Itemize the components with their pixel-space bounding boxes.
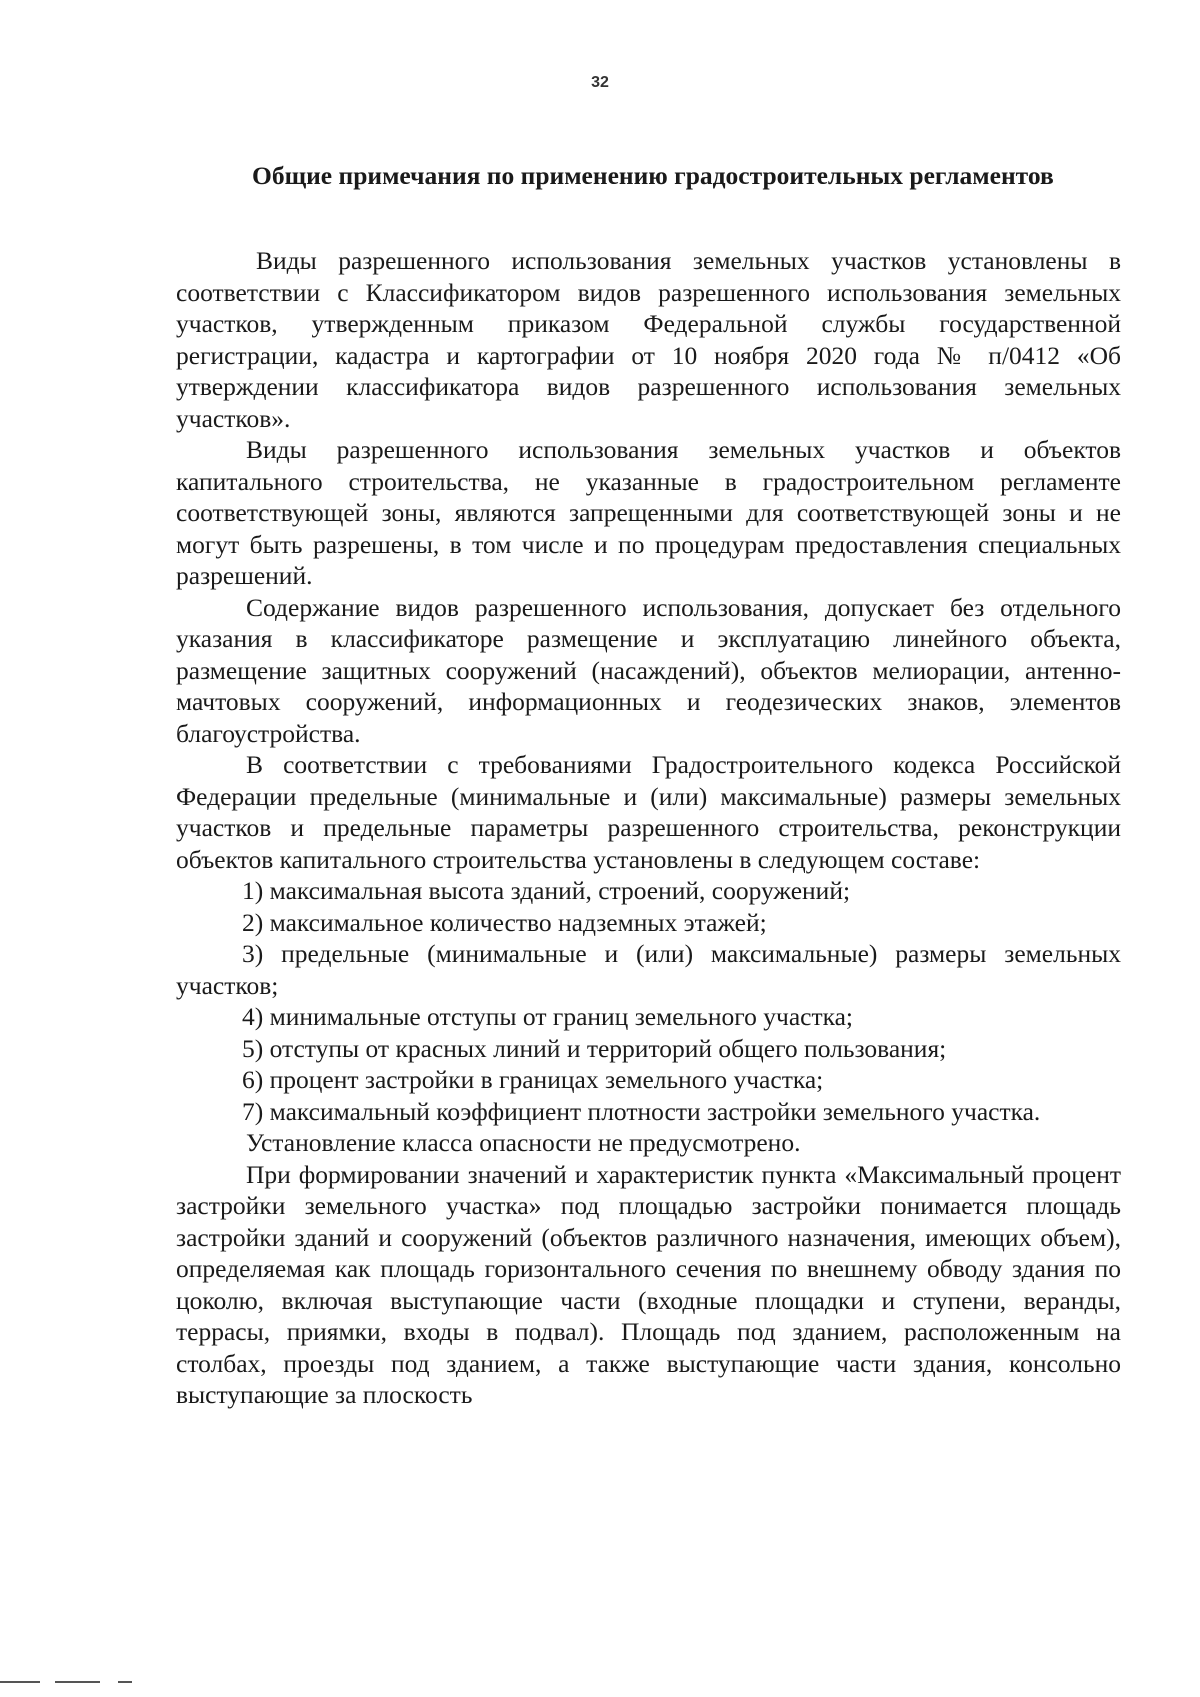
- paragraph-building-area: При формировании значений и характеристик пункта «Максимальный процент застройки земельного участка» под площадью застройки понимается площадь застройки зданий и сооружений (объектов различного назначения, имеющих объем), определяемая как площадь горизонтального сечения по внешнему обводу здания по цоколю, включая выступающие части (входные площадки и ступени, веранды, террасы, приямки, входы в подвал). Площадь под зданием, расположенным на столбах, проезды под зданием, а также выступающие части здания, консольно выступающие за плоскость: [176, 1159, 1121, 1409]
- page-number: 32: [591, 74, 609, 91]
- paragraph-2: Виды разрешенного использования земельных участков и объектов капитального строительства, не указанные в градостроительном регламенте соответствующей зоны, являются запрещенными для соответствующей зоны и не могут быть разрешены, в том числе и по процедурам предоставления специальных разрешений.: [176, 435, 1121, 590]
- scan-edge-mark: [118, 1681, 132, 1683]
- paragraph-3: Содержание видов разрешенного использования, допускает без отдельного указания в классификаторе размещение и эксплуатацию линейного объекта, размещение защитных сооружений (насаждений), объектов мелиорации, антенно-мачтовых сооружений, информационных и геодезических знаков, элементов благоустройства.: [176, 592, 1121, 748]
- list-item: 1) максимальная высота зданий, строений, сооружений;: [242, 876, 851, 905]
- scan-edge-mark: [55, 1681, 100, 1683]
- list-item: 3) предельные (минимальные и (или) максимальные) размеры земельных участков;: [176, 939, 1121, 1000]
- paragraph-hazard-class: Установление класса опасности не предусмотрено.: [246, 1128, 801, 1157]
- list-item: 5) отступы от красных линий и территорий общего пользования;: [242, 1033, 947, 1063]
- list-item: 6) процент застройки в границах земельного участка;: [242, 1065, 824, 1094]
- document-title: Общие примечания по применению градостроительных регламентов: [252, 161, 1054, 190]
- paragraph-1: Виды разрешенного использования земельных участков установлены в соответствии с Классификатором видов разрешенного использования земельных участков, утвержденным приказом Федеральной службы государственной регистрации, кадастра и картографии от 10 ноября 2020 года № п/0412 «Об утверждении классификатора видов разрешенного использования земельных участков».: [176, 246, 1121, 433]
- list-item: 4) минимальные отступы от границ земельного участка;: [242, 1002, 854, 1031]
- list-item: 7) максимальный коэффициент плотности застройки земельного участка.: [242, 1096, 1041, 1126]
- paragraph-4: В соответствии с требованиями Градостроительного кодекса Российской Федерации предельные (минимальные и (или) максимальные) размеры земельных участков и предельные параметры разрешенного строительства, реконструкции объектов капитального строительства установлены в следующем составе:: [176, 750, 1121, 874]
- scan-edge-mark: [0, 1681, 40, 1683]
- list-item: 2) максимальное количество надземных этажей;: [242, 907, 767, 937]
- parameters-list: [176, 875, 1121, 1127]
- document-body: [176, 160, 1121, 1411]
